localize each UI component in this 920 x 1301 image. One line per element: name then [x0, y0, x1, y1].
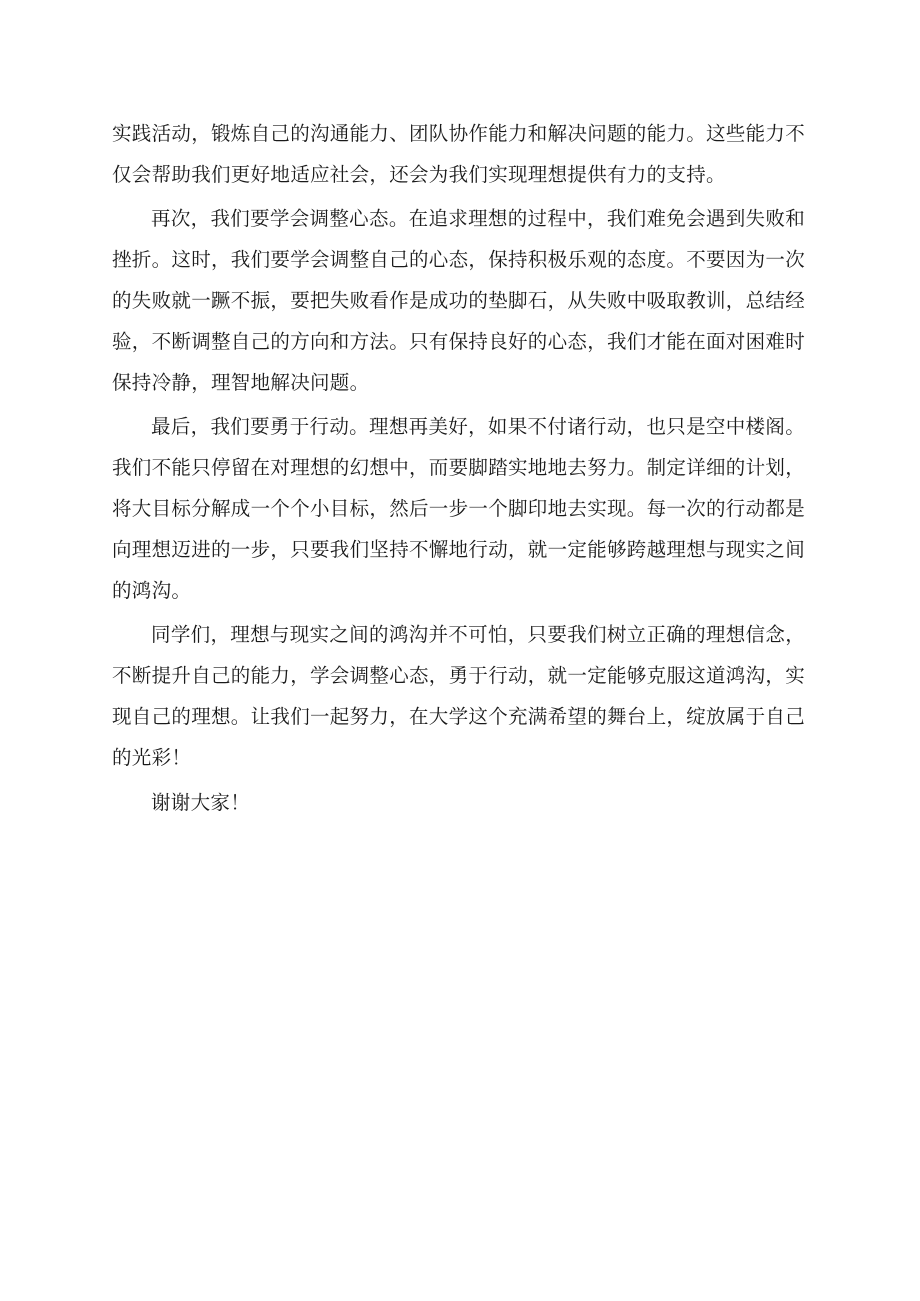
document-body: [112, 113, 805, 823]
paragraph-continuation: 实践活动，锻炼自己的沟通能力、团队协作能力和解决问题的能力。这些能力不仅会帮助我们更好地适应社会，还会为我们实现理想提供有力的支持。: [112, 122, 806, 186]
paragraph-adjust-mindset: 再次，我们要学会调整心态。在追求理想的过程中，我们难免会遇到失败和挫折。这时，我们要学会调整自己的心态，保持积极乐观的态度。不要因为一次的失败就一蹶不振，要把失败看作是成功的垫脚石，从失败中吸取教训，总结经验，不断调整自己的方向和方法。只有保持良好的心态，我们才能在面对困难时保持冷静，理智地解决问题。: [112, 207, 806, 394]
paragraph-conclusion: 同学们，理想与现实之间的鸿沟并不可怕，只要我们树立正确的理想信念，不断提升自己的能力，学会调整心态，勇于行动，就一定能够克服这道鸿沟，实现自己的理想。让我们一起努力，在大学这个充满希望的舞台上，绽放属于自己的光彩！: [112, 623, 806, 769]
paragraph-thanks: 谢谢大家！: [151, 791, 251, 814]
paragraph-take-action: 最后，我们要勇于行动。理想再美好，如果不付诸行动，也只是空中楼阁。我们不能只停留在对理想的幻想中，而要脚踏实地地去努力。制定详细的计划，将大目标分解成一个个小目标，然后一步一个脚印地去实现。每一次的行动都是向理想迈进的一步，只要我们坚持不懈地行动，就一定能够跨越理想与现实之间的鸿沟。: [112, 415, 806, 602]
